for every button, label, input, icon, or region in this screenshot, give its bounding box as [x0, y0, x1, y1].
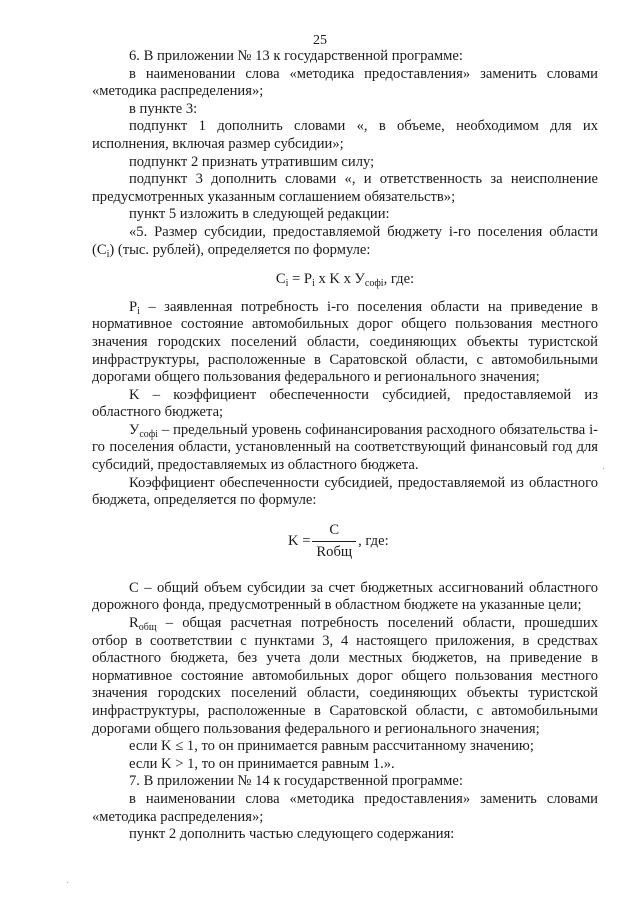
paragraph-item-6: 6. В приложении № 13 к государственной программе:	[129, 48, 463, 64]
paragraph-subpoint-1: подпункт 1 дополнить словами «, в объеме, необходимом для их исполнения, включая размер субсидии»;	[92, 118, 598, 152]
paragraph-name-change: в наименовании слова «методика предоставления» заменить словами «методика распределения»;	[92, 65, 598, 100]
paragraph-subpoint-3: подпункт 3 дополнить словами «, и ответственность за неисполнение предусмотренных указанным соглашением обязательств»;	[92, 171, 598, 205]
page-number: 25	[313, 33, 327, 48]
paragraph-robsh-definition: $R_{общ}$ – общая расчетная потребность поселений области, прошедших отбор в соответствии с пунктами 3, 4 настоящего приложения, в средствах областного бюджета, без учета доли местных бюджетов, на приведение в нормативное состояние автомобильных дорог общего пользования местного значения городских поселений области, соединяющих объекты туристской инфраструктуры, расположенные в Саратовской области, с автомобильными дорогами общего пользования федерального и регионального значения;	[92, 615, 598, 737]
paragraph-k-le-1: если K ≤ 1, то он принимается равным рассчитанному значению;	[129, 738, 534, 755]
paragraph-k-definition: K – коэффициент обеспеченности субсидией, предоставляемой из областного бюджета;	[92, 386, 598, 421]
formula-k-fraction: $\frac{C}{\text{Rобщ}}$	[312, 522, 356, 562]
scan-speck-mark: ·	[602, 464, 606, 475]
paragraph-point-3: в пункте 3:	[129, 100, 198, 117]
paragraph-c-definition: C – общий объем субсидии за счет бюджетных ассигнований областного дорожного фонда, предусмотренный в областном бюджете на указанные цели;	[92, 579, 598, 614]
formula-ci: $C_i = P_i$ x K x $У_{софi}$, где:	[275, 271, 415, 290]
paragraph-point-5: пункт 5 изложить в следующей редакции:	[129, 206, 390, 223]
document-body	[92, 48, 598, 844]
paragraph-item-7: 7. В приложении № 14 к государственной программе:	[129, 773, 463, 790]
formula-k: K = $\frac{C}{\text{Rобщ}}$ , где:	[288, 521, 389, 561]
paragraph-ysofi-definition: $У_{софi}$ – предельный уровень софинансирования расходного обязательства i-го поселения области, установленный на соответствующий финансовый год для субсидий, предоставляемых из областного бюджета.	[92, 421, 598, 474]
scan-speck-mark: ·	[66, 878, 70, 889]
paragraph-k-formula-intro: Коэффициент обеспеченности субсидией, предоставляемой из областного бюджета, определяется по формуле:	[92, 474, 598, 509]
paragraph-pi-definition: $P_i$ – заявленная потребность i-го поселения области на приведение в нормативное состояние автомобильных дорог общего пользования местного значения городских поселений области, соединяющих объекты туристской инфраструктуры, расположенные в Саратовской области, с автомобильными дорогами общего пользования федерального и регионального значения;	[92, 298, 598, 386]
paragraph-point-2-addition: пункт 2 дополнить частью следующего содержания:	[129, 826, 455, 843]
paragraph-subpoint-2: подпункт 2 признать утратившим силу;	[129, 153, 375, 170]
paragraph-name-change-14: в наименовании слова «методика предоставления» заменить словами «методика распределения»;	[92, 790, 598, 825]
paragraph-subsidy-size: «5. Размер субсидии, предоставляемой бюджету i-го поселения области $(C_i)$ (тыс. рублей), определяется по формуле:	[92, 223, 598, 260]
paragraph-k-gt-1: если K > 1, то он принимается равным 1.».	[129, 755, 395, 772]
